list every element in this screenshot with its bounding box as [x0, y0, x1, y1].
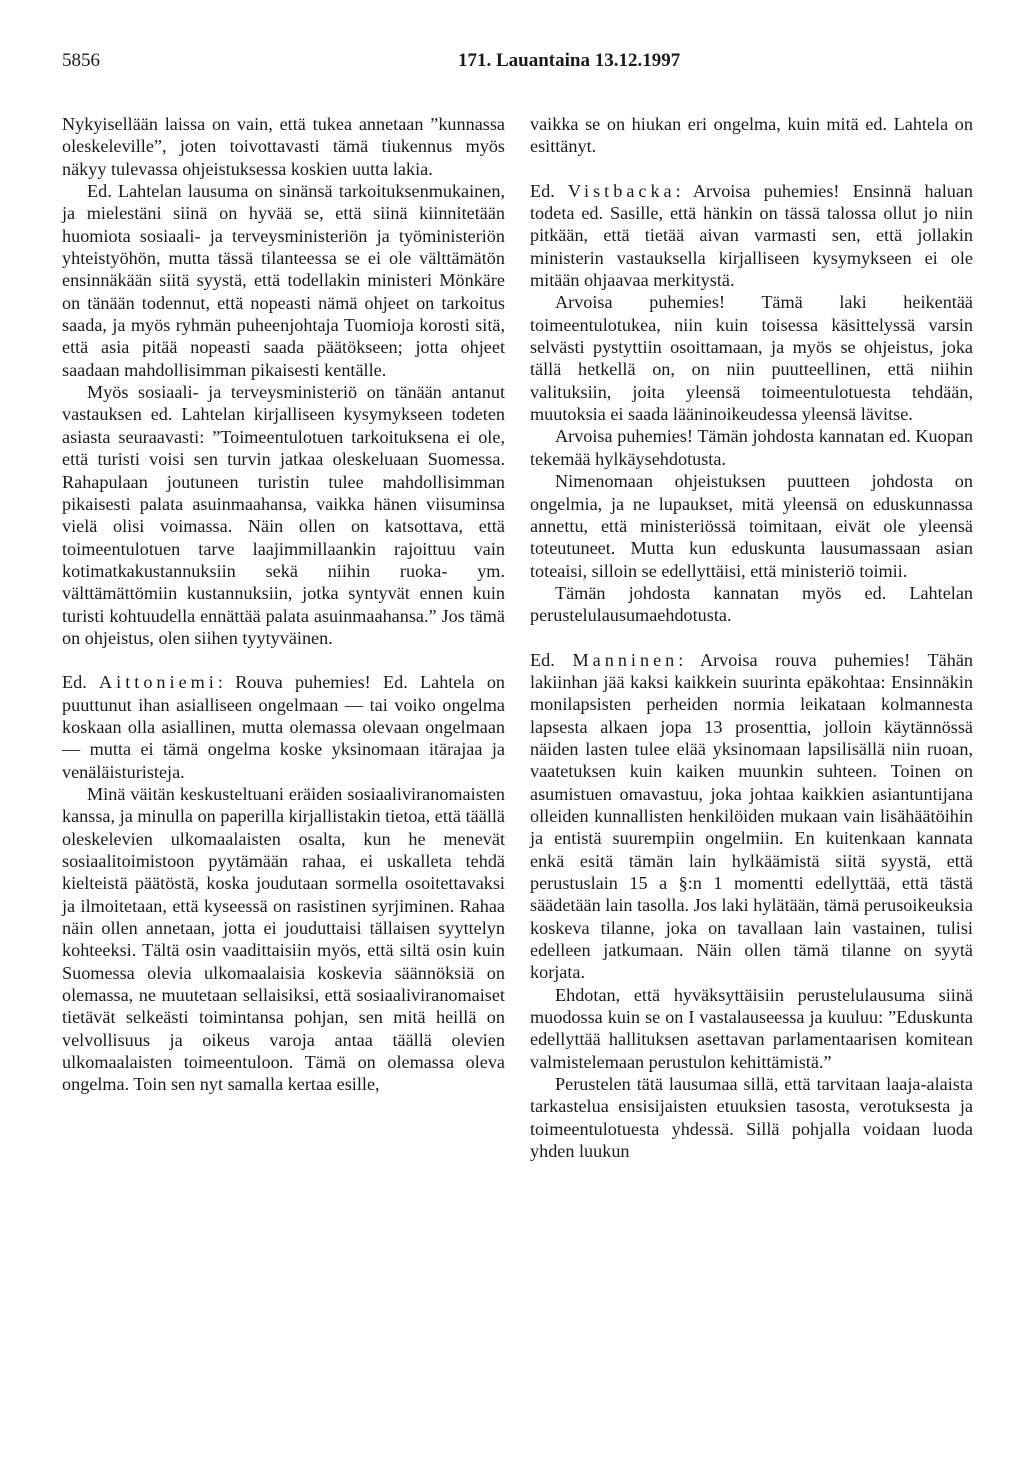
speech-text: : Arvoisa rouva puhemies! Tähän lakiinhan jää kaksi kaikkein suurinta epäkohtaa: Ensinnäkin monilapsisten perheiden normia leikataan kolmannesta lapsesta alkaen jopa 13 prosenttia, jolloin käytännössä näiden lasten tulee elää yksinomaan lapsilisällä niin ruoan, vaatetuksen kuin kaiken muunkin suhteen. Toinen on asumistuen omavastuu, joka johtaa kaikkien asiantuntijana olleiden kunnallisten henkilöiden mukaan vain lisähäätöihin ja entistä suurempiin ongelmiin. En kuitenkaan kannata enkä esitä tämän lain hylkäämistä siitä syystä, että perustuslain 15 a §:n 1 momentti edellyttää, että tästä säädetään lain tasolla. Jos laki hylätään, tämä perusoikeuksia koskeva tilanne, joka on tavallaan lain vastainen, tulisi edelleen jatkumaan. Näin ollen tämä tilanne on syytä korjata.: [530, 649, 973, 983]
speech-text: : Arvoisa puhemies! Ensinnä haluan todeta ed. Sasille, että hänkin on tässä talossa ollut jo niin pitkään, että tietää aivan varmasti sen, että jollakin ministerin vastauksella kirjalliseen kysymykseen ei ole mitään ohjaavaa merkitystä.: [530, 180, 974, 291]
paragraph: Minä väitän keskusteltuani eräiden sosiaaliviranomaisten kanssa, ja minulla on paperilla kirjallistakin tietoa, että täällä oleskelevien ulkomaalaisten osalta, kun he menevät sosiaalitoimistoon pyytämään rahaa, ei uskalleta tehdä kielteistä päätöstä, koska joudutaan sormella osoitettavaksi ja ilmoitetaan, että kyseessä on rasistinen syrjiminen. Rahaa näin ollen annetaan, jotta ei jouduttaisi tällaisen syyttelyn kohteeksi. Tältä osin vaadittaisiin myös, että siltä osin kuin Suomessa olevia ulkomaalaisia koskevia säännöksiä on olemassa, ne muutetaan sellaisiksi, että sosiaaliviranomaiset tietävät selkeästi toimintansa pohjan, sen mitä heillä on velvollisuus ja oikeus varoja antaa täällä olevien ulkomaalaisten toimeentuloon. Tämä on olemassa oleva ongelma. Toin sen nyt samalla kertaa esille,: [62, 783, 505, 1095]
paragraph: Tämän johdosta kannatan myös ed. Lahtelan perustelulausumaehdotusta.: [530, 582, 973, 626]
paragraph: Nimenomaan ohjeistuksen puutteen johdosta on ongelmia, ja ne lupaukset, mitä yleensä on eduskunnassa annettu, että ministeriössä toimitaan, eivät ole yleensä toteutuneet. Mutta kun eduskunta lausumassaan asian toteaisi, silloin se edellyttäisi, että ministeriö toimii.: [530, 471, 973, 581]
page-number: 5856: [62, 50, 100, 71]
speaker-prefix: Ed.: [530, 180, 555, 201]
speaker-name: Manninen: [572, 649, 679, 670]
speaker-name: Vistbacka: [568, 180, 676, 201]
speech-text: : Rouva puhemies! Ed. Lahtela on puuttunut ihan asialliseen ongelmaan — tai voiko ongelma koskaan olla asiallinen, mutta olemassa olevaan ongelmaan — mutta ei tämä ongelma koske yksinomaan itärajaa ja venäläisturisteja.: [62, 672, 506, 782]
paragraph: Ed. Lahtelan lausuma on sinänsä tarkoituksenmukainen, ja mielestäni siinä on hyvää se, että siinä kiinnitetään huomiota sosiaali- ja terveysministeriön ja työministeriön yhteistyöhön, mutta tässä tilanteessa se ei ole välttämätön ensinnäkään siitä syystä, että todellakin ministeri Mönkäre on tänään todennut, että nopeasti nämä ohjeet on tarkoitus saada, ja myös ryhmän puheenjohtaja Tuomioja korosti sitä, että asia pitää nopeasti saada päätökseen; jotta ohjeet saadaan mahdollisimman pikaisesti kentälle.: [62, 181, 505, 380]
paragraph: Arvoisa puhemies! Tämä laki heikentää toimeentulotukea, niin kuin toisessa käsittelyssä varsin selvästi pystyttiin osoittamaan, ja myös se ohjeistus, joka tällä hetkellä on, on niin puutteellinen, että niihin valituksiin, joita yleensä toimeentulotuesta tehdään, muutoksia ei saada lääninoikeudessa yleensä lävitse.: [530, 292, 973, 425]
paragraph: vaikka se on hiukan eri ongelma, kuin mitä ed. Lahtela on esittänyt.: [530, 114, 973, 157]
page-header: [62, 50, 972, 80]
paragraph: Perustelen tätä lausumaa sillä, että tarvitaan laaja-alaista tarkastelua ensisijaisten etuuksien tasosta, verotuksesta ja toimeentulotuesta yhdessä. Sillä pohjalla voidaan luoda yhden luukun: [530, 1074, 973, 1162]
speaker-prefix: Ed.: [62, 672, 87, 693]
speaker-prefix: Ed.: [530, 649, 555, 670]
paragraph: Arvoisa puhemies! Tämän johdosta kannatan ed. Kuopan tekemää hylkäysehdotusta.: [530, 426, 973, 469]
speaker-name: Aittoniemi: [99, 672, 218, 693]
speaker-paragraph: [530, 180, 973, 292]
right-column: [530, 113, 973, 1162]
speaker-paragraph: [530, 649, 973, 984]
running-title: 171. Lauantaina 13.12.1997: [458, 50, 681, 71]
left-column: [62, 113, 505, 1096]
paragraph: Ehdotan, että hyväksyttäisiin perustelulausuma siinä muodossa kuin se on I vastalauseessa ja kuuluu: ”Eduskunta edellyttää hallituksen asettavan parlamentaarisen komitean valmistelemaan perustulon kehittämistä.”: [530, 984, 973, 1072]
paragraph: Nykyisellään laissa on vain, että tukea annetaan ”kunnassa oleskeleville”, joten toivottavasti tämä tiukennus myös näkyy tulevassa ohjeistuksessa koskien uutta lakia.: [62, 114, 505, 179]
speaker-paragraph: [62, 671, 505, 783]
paragraph: Myös sosiaali- ja terveysministeriö on tänään antanut vastauksen ed. Lahtelan kirjalliseen kysymykseen todeten asiasta seuraavasti: ”Toimeentulotuen tarkoituksena ei ole, että turisti voisi sen turvin jatkaa oleskeluaan Suomessa. Rahapulaan joutuneen turistin tulee mahdollisimman pikaisesti palata asuinmaahansa, vaikka hänen viisuminsa vielä olisi voimassa. Näin ollen on katsottava, että toimeentulotuen tarve laajimmillaankin rajoittuu vain kotimatkakustannuksiin sekä niihin ruoka- ym. välttämättömiin kustannuksiin, jotka syntyvät ennen kuin turisti kohtuudella ennättää palata asuinmaahansa.” Jos tämä on ohjeistus, olen siihen tyytyväinen.: [62, 382, 505, 648]
